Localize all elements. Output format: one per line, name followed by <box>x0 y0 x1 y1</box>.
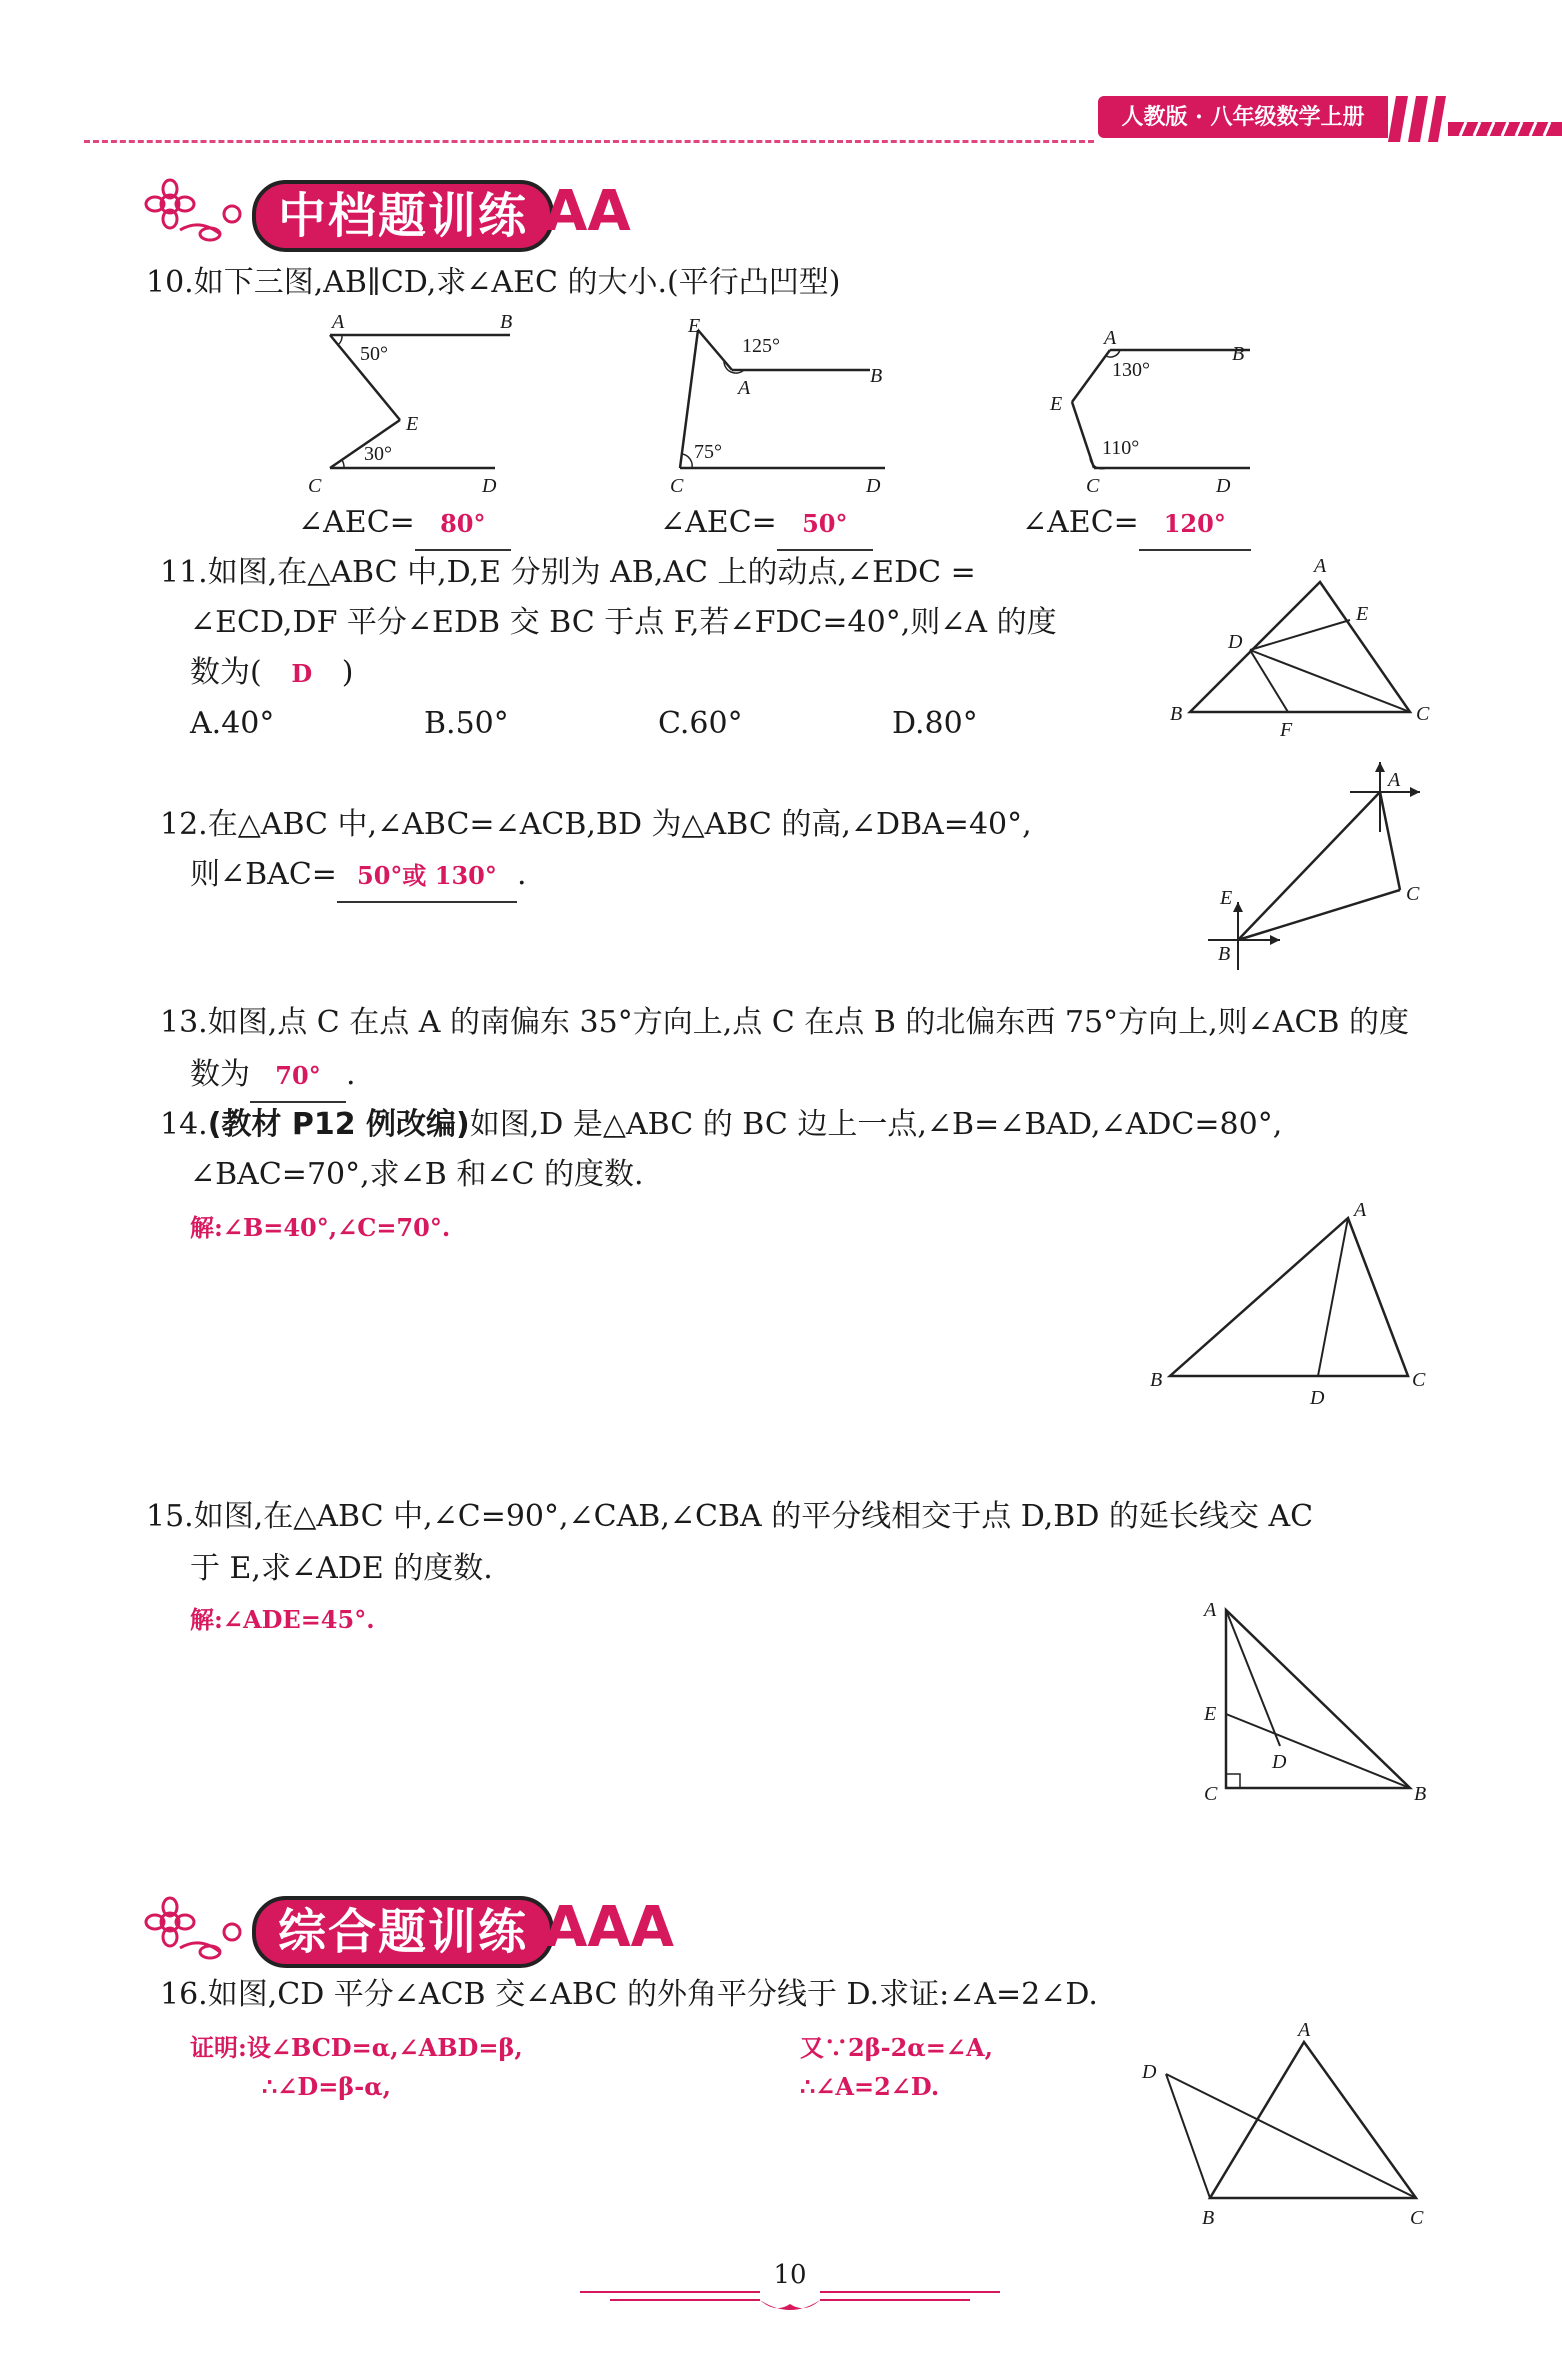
q10-figure-1 <box>300 310 520 510</box>
q10-f1-angle-2: 30° <box>364 443 392 465</box>
q14-line-2: ∠BAC=70°,求∠B 和∠C 的度数. <box>190 1157 644 1192</box>
q16-proof-right-1: 又∵2β-2α=∠A, <box>800 2033 993 2062</box>
q14-line-1: 14.(教材 P12 例改编)如图,D 是△ABC 的 BC 边上一点,∠B=∠BAD,∠ADC=80°, <box>160 1107 1283 1142</box>
q10-f3-label-b: B <box>1232 343 1245 365</box>
section-level-comprehensive: AAA <box>544 1895 675 1960</box>
q11-option-b: B.50° <box>424 706 509 741</box>
q10-f2-label-a: A <box>738 377 751 399</box>
q12-figure <box>1190 752 1430 982</box>
q11-option-d: D.80° <box>892 706 978 741</box>
q15-label-e: E <box>1204 1703 1217 1725</box>
q14-label-d: D <box>1310 1387 1325 1409</box>
q13-line-2: 数为 70° . <box>190 1050 356 1103</box>
flower-icon-2 <box>140 1896 250 1966</box>
q11-label-b: B <box>1170 703 1183 725</box>
q10-answer-1: ∠AEC= 80° <box>298 498 511 551</box>
q10-f3-angle-2: 110° <box>1102 437 1140 459</box>
header-dashed-rule <box>84 140 1094 143</box>
q11-option-a: A.40° <box>190 706 275 741</box>
q14-source: (教材 P12 例改编) <box>207 1107 470 1142</box>
q15-line-1: 15.如图,在△ABC 中,∠C=90°,∠CAB,∠CBA 的平分线相交于点 D,BD 的延长线交 AC <box>146 1499 1314 1534</box>
q11-figure <box>1160 548 1430 748</box>
q14-solution: 解:∠B=40°,∠C=70°. <box>190 1213 451 1242</box>
q10-f3-label-e: E <box>1050 393 1063 415</box>
q16-label-a: A <box>1298 2019 1311 2041</box>
section-title-comprehensive: 综合题训练 <box>252 1896 554 1968</box>
q10-f3-label-d: D <box>1216 475 1231 497</box>
q10-f3-label-c: C <box>1086 475 1100 497</box>
q15-label-d: D <box>1272 1751 1287 1773</box>
q10-f2-label-e: E <box>688 315 701 337</box>
q13-line-1: 13.如图,点 C 在点 A 的南偏东 35°方向上,点 C 在点 B 的北偏东西 75°方向上,则∠ACB 的度 <box>160 1005 1409 1040</box>
q11-option-c: C.60° <box>658 706 743 741</box>
header-stripes <box>1388 96 1562 142</box>
q10-answer-2: ∠AEC= 50° <box>660 498 873 551</box>
q16-label-c: C <box>1410 2207 1424 2229</box>
page-number: 10 <box>773 2260 807 2290</box>
q10-f2-label-d: D <box>866 475 881 497</box>
q10-f2-label-b: B <box>870 365 883 387</box>
q10-answer-1-value: 80° <box>415 499 511 551</box>
q12-label-b: B <box>1218 943 1231 965</box>
q16-label-b: B <box>1202 2207 1215 2229</box>
q11-label-e: E <box>1356 603 1369 625</box>
q10-f1-angle-1: 50° <box>360 343 388 365</box>
q16-proof-right-2: ∴∠A=2∠D. <box>800 2072 940 2101</box>
q16-proof-left-2: ∴∠D=β-α, <box>262 2072 392 2101</box>
q10-answer-3-value: 120° <box>1139 499 1251 551</box>
q15-label-b: B <box>1414 1783 1427 1805</box>
q10-f3-label-a: A <box>1104 327 1117 349</box>
q11-line-2: ∠ECD,DF 平分∠EDB 交 BC 于点 F,若∠FDC=40°,则∠A 的度 <box>190 605 1057 640</box>
q11-line-1: 11.如图,在△ABC 中,D,E 分别为 AB,AC 上的动点,∠EDC = <box>160 555 976 590</box>
q10-f2-label-c: C <box>670 475 684 497</box>
q12-line-1: 12.在△ABC 中,∠ABC=∠ACB,BD 为△ABC 的高,∠DBA=40°, <box>160 807 1032 842</box>
q15-figure <box>1190 1588 1440 1818</box>
q10-f1-label-e: E <box>406 413 419 435</box>
q16-label-d: D <box>1142 2061 1157 2083</box>
q11-label-a: A <box>1314 555 1327 577</box>
q11-answer: D <box>291 659 313 688</box>
q16-figure <box>1130 2016 1440 2236</box>
q14-figure <box>1140 1196 1430 1416</box>
q12-label-c: C <box>1406 883 1420 905</box>
q12-label-a: A <box>1388 769 1401 791</box>
q13-answer: 70° <box>250 1051 346 1103</box>
q16-line-1: 16.如图,CD 平分∠ACB 交∠ABC 的外角平分线于 D.求证:∠A=2∠D. <box>160 1977 1098 2012</box>
q10-answer-2-value: 50° <box>777 499 873 551</box>
q10-f2-angle-1: 125° <box>742 335 780 357</box>
q15-line-2: 于 E,求∠ADE 的度数. <box>190 1551 493 1586</box>
q15-solution: 解:∠ADE=45°. <box>190 1605 375 1634</box>
q11-label-f: F <box>1280 719 1293 741</box>
q14-label-b: B <box>1150 1369 1163 1391</box>
q10-f1-label-d: D <box>482 475 497 497</box>
q10-f1-label-b: B <box>500 311 513 333</box>
q15-label-a: A <box>1204 1599 1217 1621</box>
q10-f3-angle-1: 130° <box>1112 359 1150 381</box>
q14-label-a: A <box>1354 1199 1367 1221</box>
header-tag <box>1098 96 1388 138</box>
q15-label-c: C <box>1204 1783 1218 1805</box>
q10-f1-label-c: C <box>308 475 322 497</box>
q11-label-c: C <box>1416 703 1430 725</box>
q11-line-3: 数为( D ) <box>190 648 353 699</box>
flower-icon <box>140 178 250 248</box>
q14-label-c: C <box>1412 1369 1426 1391</box>
q10-figure-3 <box>1040 310 1280 510</box>
q10-answer-3: ∠AEC= 120° <box>1022 498 1251 551</box>
q10-stem: 10.如下三图,AB∥CD,求∠AEC 的大小.(平行凸凹型) <box>146 265 841 300</box>
q12-answer: 50°或 130° <box>337 851 517 903</box>
q10-f2-angle-2: 75° <box>694 441 722 463</box>
q16-proof-left-1: 证明:设∠BCD=α,∠ABD=β, <box>190 2033 523 2062</box>
q12-line-2: 则∠BAC= 50°或 130° . <box>190 850 527 903</box>
header-tag-text: 人教版 · 八年级数学上册 <box>1121 104 1365 130</box>
q11-label-d: D <box>1228 631 1243 653</box>
section-level-medium: AA <box>544 179 631 244</box>
section-title-medium: 中档题训练 <box>252 180 554 252</box>
q10-f1-label-a: A <box>332 311 345 333</box>
q12-label-e: E <box>1220 887 1233 909</box>
q10-figure-2 <box>660 310 900 510</box>
